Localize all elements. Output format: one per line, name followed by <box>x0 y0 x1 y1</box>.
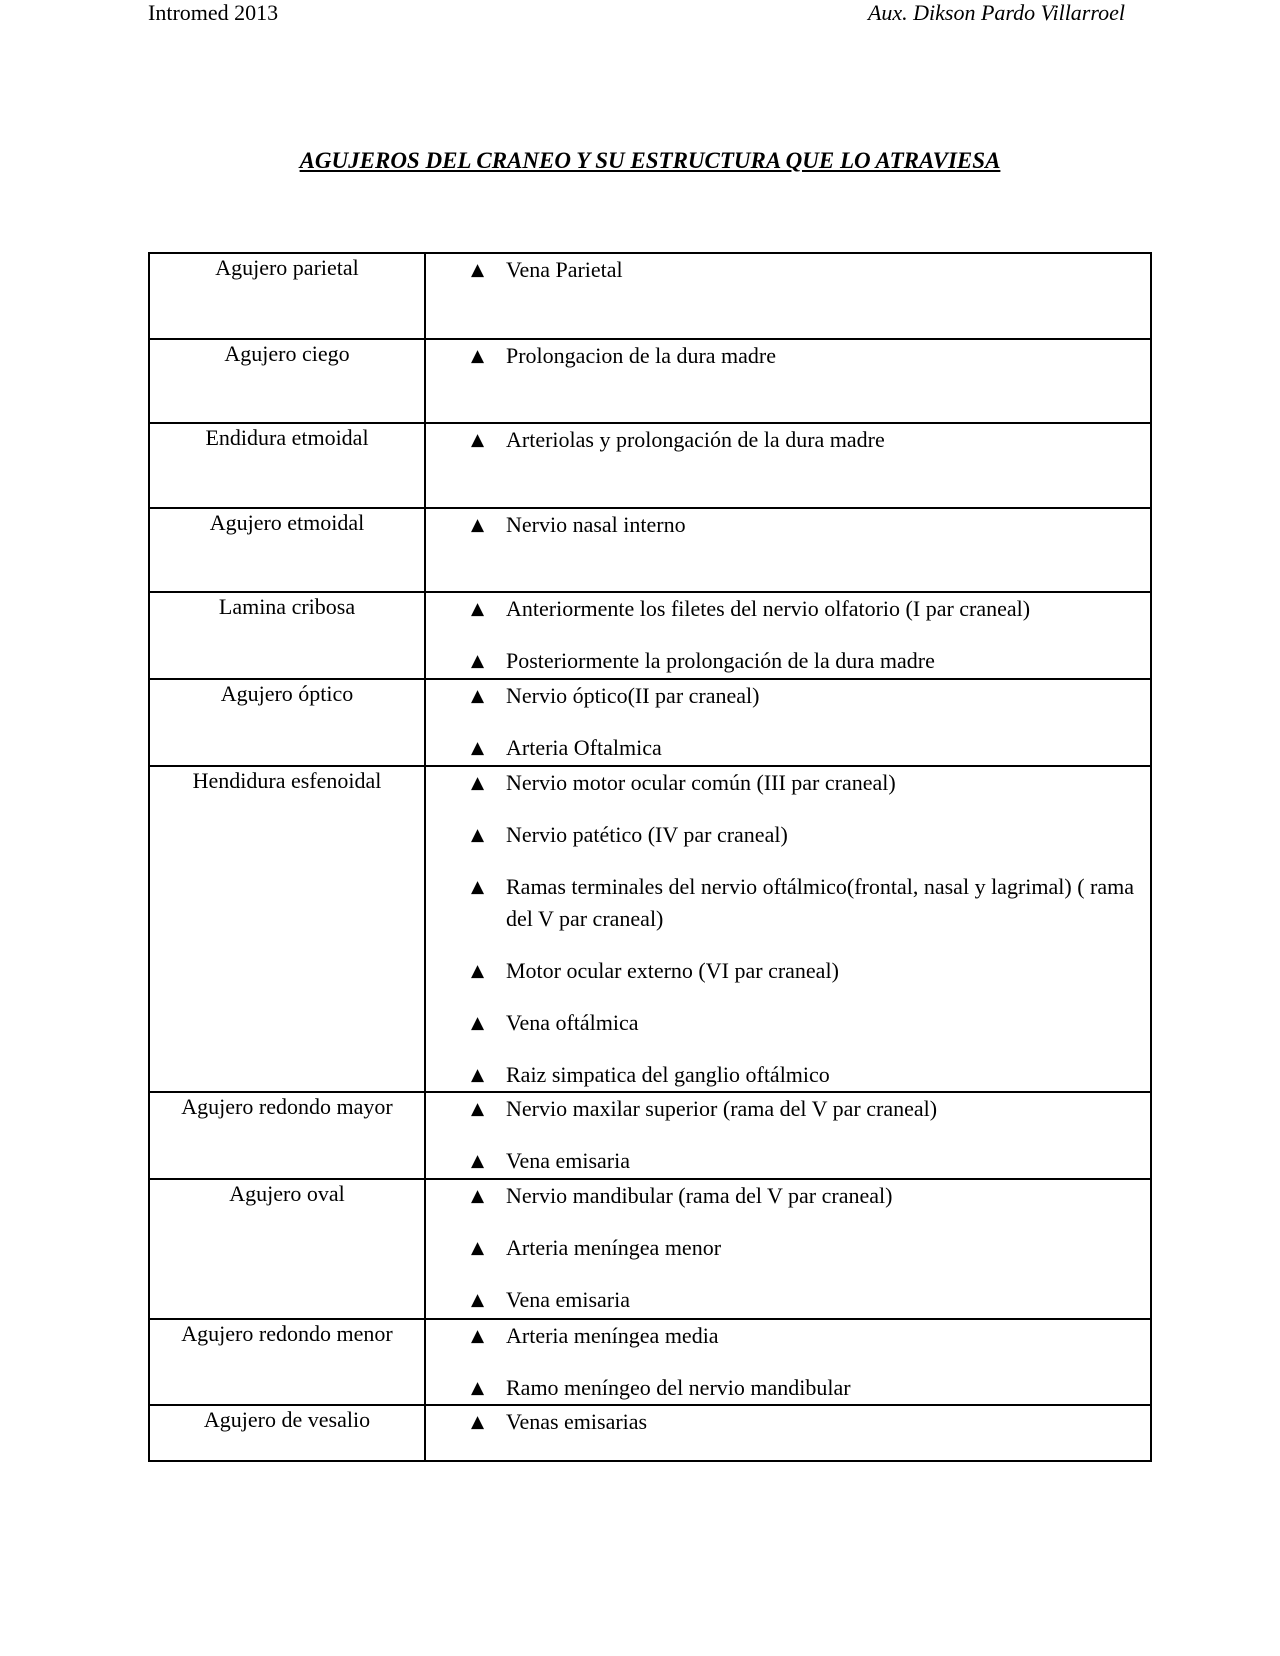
list-item <box>426 955 1142 987</box>
structures-cell <box>425 339 1151 423</box>
triangle-up-icon: ▲ <box>471 773 485 793</box>
table-row <box>149 1092 1151 1179</box>
triangle-up-icon: ▲ <box>471 1412 485 1432</box>
list-item <box>426 680 1142 712</box>
structure-text: Posteriormente la prolongación de la dura madre <box>506 648 935 673</box>
structures-list <box>426 254 1150 286</box>
structure-text: Raiz simpatica del ganglio oftálmico <box>506 1062 830 1087</box>
list-item <box>426 1145 1142 1177</box>
structures-list <box>426 593 1150 677</box>
triangle-up-icon: ▲ <box>471 346 485 366</box>
structures-list <box>426 680 1150 764</box>
triangle-up-icon: ▲ <box>471 1326 485 1346</box>
foramina-table-body <box>149 253 1151 1461</box>
triangle-up-icon: ▲ <box>471 1099 485 1119</box>
page-title: AGUJEROS DEL CRANEO Y SU ESTRUCTURA QUE LO ATRAVIESA <box>299 148 1001 173</box>
structures-list <box>426 509 1150 541</box>
triangle-up-icon: ▲ <box>471 961 485 981</box>
foramen-name: Agujero parietal <box>149 253 425 339</box>
list-item <box>426 1284 1142 1316</box>
table-row <box>149 253 1151 339</box>
triangle-up-icon: ▲ <box>471 1378 485 1398</box>
foramina-table <box>148 252 1152 1462</box>
structure-text: Nervio nasal interno <box>506 512 686 537</box>
structure-text: Nervio patético (IV par craneal) <box>506 822 788 847</box>
structure-text: Vena oftálmica <box>506 1010 639 1035</box>
structures-list <box>426 767 1150 1091</box>
structure-text: Arteria meníngea media <box>506 1323 719 1348</box>
structure-text: Ramas terminales del nervio oftálmico(frontal, nasal y lagrimal) ( rama del V par craneal) <box>506 874 1134 931</box>
structure-text: Nervio motor ocular común (III par craneal) <box>506 770 896 795</box>
list-item <box>426 1007 1142 1039</box>
table-row <box>149 1405 1151 1461</box>
triangle-up-icon: ▲ <box>471 515 485 535</box>
structures-list <box>426 424 1150 456</box>
structure-text: Vena emisaria <box>506 1148 630 1173</box>
structures-cell <box>425 1092 1151 1179</box>
table-row <box>149 1319 1151 1405</box>
foramen-name: Hendidura esfenoidal <box>149 766 425 1092</box>
triangle-up-icon: ▲ <box>471 430 485 450</box>
triangle-up-icon: ▲ <box>471 825 485 845</box>
foramen-name: Agujero oval <box>149 1179 425 1319</box>
table-row <box>149 508 1151 592</box>
structure-text: Vena Parietal <box>506 257 623 282</box>
triangle-up-icon: ▲ <box>471 260 485 280</box>
structures-list <box>426 1406 1150 1438</box>
list-item <box>426 593 1142 625</box>
triangle-up-icon: ▲ <box>471 1290 485 1310</box>
list-item <box>426 819 1142 851</box>
structures-cell <box>425 1405 1151 1461</box>
foramen-name: Agujero de vesalio <box>149 1405 425 1461</box>
list-item <box>426 1232 1142 1264</box>
structures-cell <box>425 423 1151 508</box>
structure-text: Nervio maxilar superior (rama del V par craneal) <box>506 1096 938 1121</box>
table-row <box>149 766 1151 1092</box>
header-course: Intromed 2013 <box>148 0 279 25</box>
table-row <box>149 423 1151 508</box>
list-item <box>426 1093 1142 1125</box>
structures-cell <box>425 1319 1151 1405</box>
structure-text: Ramo meníngeo del nervio mandibular <box>506 1375 851 1400</box>
structures-list <box>426 340 1150 372</box>
structures-cell <box>425 592 1151 679</box>
table-row <box>149 339 1151 423</box>
list-item <box>426 1372 1142 1404</box>
structure-text: Arteria Oftalmica <box>506 735 662 760</box>
triangle-up-icon: ▲ <box>471 1151 485 1171</box>
triangle-up-icon: ▲ <box>471 738 485 758</box>
structure-text: Nervio óptico(II par craneal) <box>506 683 760 708</box>
list-item <box>426 1059 1142 1091</box>
structure-text: Arteriolas y prolongación de la dura madre <box>506 427 885 452</box>
foramen-name: Agujero etmoidal <box>149 508 425 592</box>
foramen-name: Agujero redondo mayor <box>149 1092 425 1179</box>
structure-text: Nervio mandibular (rama del V par craneal) <box>506 1183 893 1208</box>
structures-list <box>426 1093 1150 1177</box>
list-item <box>426 1320 1142 1352</box>
list-item <box>426 732 1142 764</box>
triangle-up-icon: ▲ <box>471 1065 485 1085</box>
foramen-name: Agujero ciego <box>149 339 425 423</box>
triangle-up-icon: ▲ <box>471 686 485 706</box>
header-author: Aux. Dikson Pardo Villarroel <box>867 0 1125 25</box>
structures-cell <box>425 508 1151 592</box>
list-item <box>426 871 1142 935</box>
structure-text: Venas emisarias <box>506 1409 648 1434</box>
structure-text: Vena emisaria <box>506 1287 630 1312</box>
foramen-name: Agujero óptico <box>149 679 425 766</box>
triangle-up-icon: ▲ <box>471 1238 485 1258</box>
structure-text: Prolongacion de la dura madre <box>506 343 777 368</box>
triangle-up-icon: ▲ <box>471 599 485 619</box>
foramen-name: Endidura etmoidal <box>149 423 425 508</box>
list-item <box>426 645 1142 677</box>
list-item <box>426 767 1142 799</box>
structures-cell <box>425 253 1151 339</box>
structure-text: Anteriormente los filetes del nervio olfatorio (I par craneal) <box>506 596 1031 621</box>
triangle-up-icon: ▲ <box>471 651 485 671</box>
triangle-up-icon: ▲ <box>471 1013 485 1033</box>
foramen-name: Agujero redondo menor <box>149 1319 425 1405</box>
foramen-name: Lamina cribosa <box>149 592 425 679</box>
structure-text: Motor ocular externo (VI par craneal) <box>506 958 839 983</box>
structures-cell <box>425 1179 1151 1319</box>
triangle-up-icon: ▲ <box>471 877 485 897</box>
list-item <box>426 509 1142 541</box>
structures-list <box>426 1180 1150 1316</box>
table-row <box>149 592 1151 679</box>
list-item <box>426 340 1142 372</box>
list-item <box>426 1180 1142 1212</box>
list-item <box>426 254 1142 286</box>
structure-text: Arteria meníngea menor <box>506 1235 722 1260</box>
structures-cell <box>425 679 1151 766</box>
table-row <box>149 679 1151 766</box>
list-item <box>426 424 1142 456</box>
table-row <box>149 1179 1151 1319</box>
triangle-up-icon: ▲ <box>471 1186 485 1206</box>
structures-list <box>426 1320 1150 1404</box>
structures-cell <box>425 766 1151 1092</box>
list-item <box>426 1406 1142 1438</box>
